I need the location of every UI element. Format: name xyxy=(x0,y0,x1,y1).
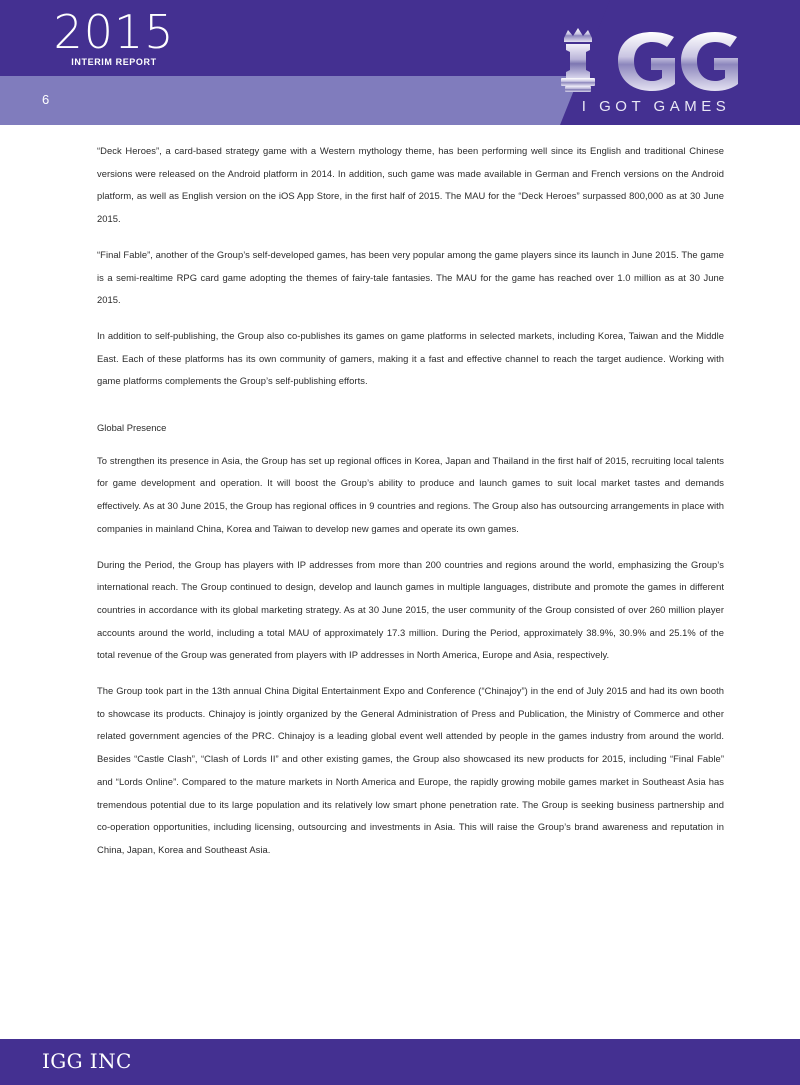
igg-tagline: I GOT GAMES xyxy=(581,98,731,115)
igg-logo xyxy=(552,10,752,120)
page-number: 6 xyxy=(42,92,50,107)
document-content xyxy=(97,125,724,875)
report-year: 2015 xyxy=(53,5,175,59)
paragraph-regional-offices: To strengthen its presence in Asia, the Group has set up regional offices in Korea, Japan and Thailand in the first half of 2015, recruiting local talents for game development and operation. It will boost the Group’s ability to produce and launch games to suit local market tastes and demands effectively. As at 30 June 2015, the Group has regional offices in 9 countries and regions. The Group also has outsourcing arrangements in place with companies in mainland China, Korea and Taiwan to develop new games and operate its own games. xyxy=(97,454,724,534)
page-header xyxy=(0,0,800,125)
crown-icon xyxy=(564,28,592,42)
rook-icon xyxy=(566,44,590,78)
paragraph-deck-heroes: “Deck Heroes”, a card-based strategy game with a Western mythology theme, has been performing well since its English and traditional Chinese versions were released on the Android platform in 2014. In addition, such game was made available in German and French versions on the Android platform, as well as English version on the iOS App Store, in the first half of 2015. The MAU for the “Deck Heroes” surpassed 800,000 as at 30 June 2015. xyxy=(97,145,724,225)
paragraph-co-publishing: In addition to self-publishing, the Group also co-publishes its games on game platforms in selected markets, including Korea, Taiwan and the Middle East. Each of these platforms has its own community of gamers, making it a fast and effective channel to reach the target audience. Working with game platforms complements the Group’s self-publishing efforts. xyxy=(97,329,724,387)
page-footer xyxy=(0,1039,800,1085)
section-heading-global-presence: Global Presence xyxy=(97,422,167,434)
paragraph-final-fable: “Final Fable”, another of the Group’s self-developed games, has been very popular among the game players since its launch in June 2015. The game is a semi-realtime RPG card game adopting the themes of fairy-tale fantasies. The MAU for the game has reached over 1.0 million as at 30 June 2015. xyxy=(97,248,724,306)
paragraph-user-community: During the Period, the Group has players with IP addresses from more than 200 countries and regions around the world, emphasizing the Group’s international reach. The Group continued to design, develop and launch games in multiple languages, distribute and promote the games in different countries in accordance with its global marketing strategy. As at 30 June 2015, the user community of the Group consisted of over 260 million player accounts around the world, including a total MAU of approximately 17.3 million. During the Period, approximately 38.9%, 30.9% and 25.1% of the total revenue of the Group was generated from players with IP addresses in North America, Europe and Asia, respectively. xyxy=(97,558,724,661)
igg-wordmark-icon xyxy=(552,28,752,96)
footer-company-name: IGG INC xyxy=(42,1049,132,1073)
paragraph-chinajoy: The Group took part in the 13th annual China Digital Entertainment Expo and Conference (“Chinajoy”) in the end of July 2015 and had its own booth to showcase its products. Chinajoy is jointly organized by the General Administration of Press and Publication, the Ministry of Commerce and other related government agencies of the PRC. Chinajoy is a leading global event well attended by people in the games industry from around the world. Besides “Castle Clash”, “Clash of Lords II” and other existing games, the Group also showcased its new products for 2015, including “Final Fable” and “Lords Online”. Compared to the mature markets in North America and Europe, the rapidly growing mobile games market in Southeast Asia has tremendous potential due to its large population and its relatively low smart phone penetration rate. The Group is seeking business partnership and co-operation opportunities, including licensing, outsourcing and investments in Asia. This will raise the Group’s brand awareness and reputation in China, Japan, Korea and Southeast Asia. xyxy=(97,685,724,855)
report-year-lockup xyxy=(44,5,184,68)
header-light-band xyxy=(0,76,620,125)
report-type-label: INTERIM REPORT xyxy=(71,57,157,68)
